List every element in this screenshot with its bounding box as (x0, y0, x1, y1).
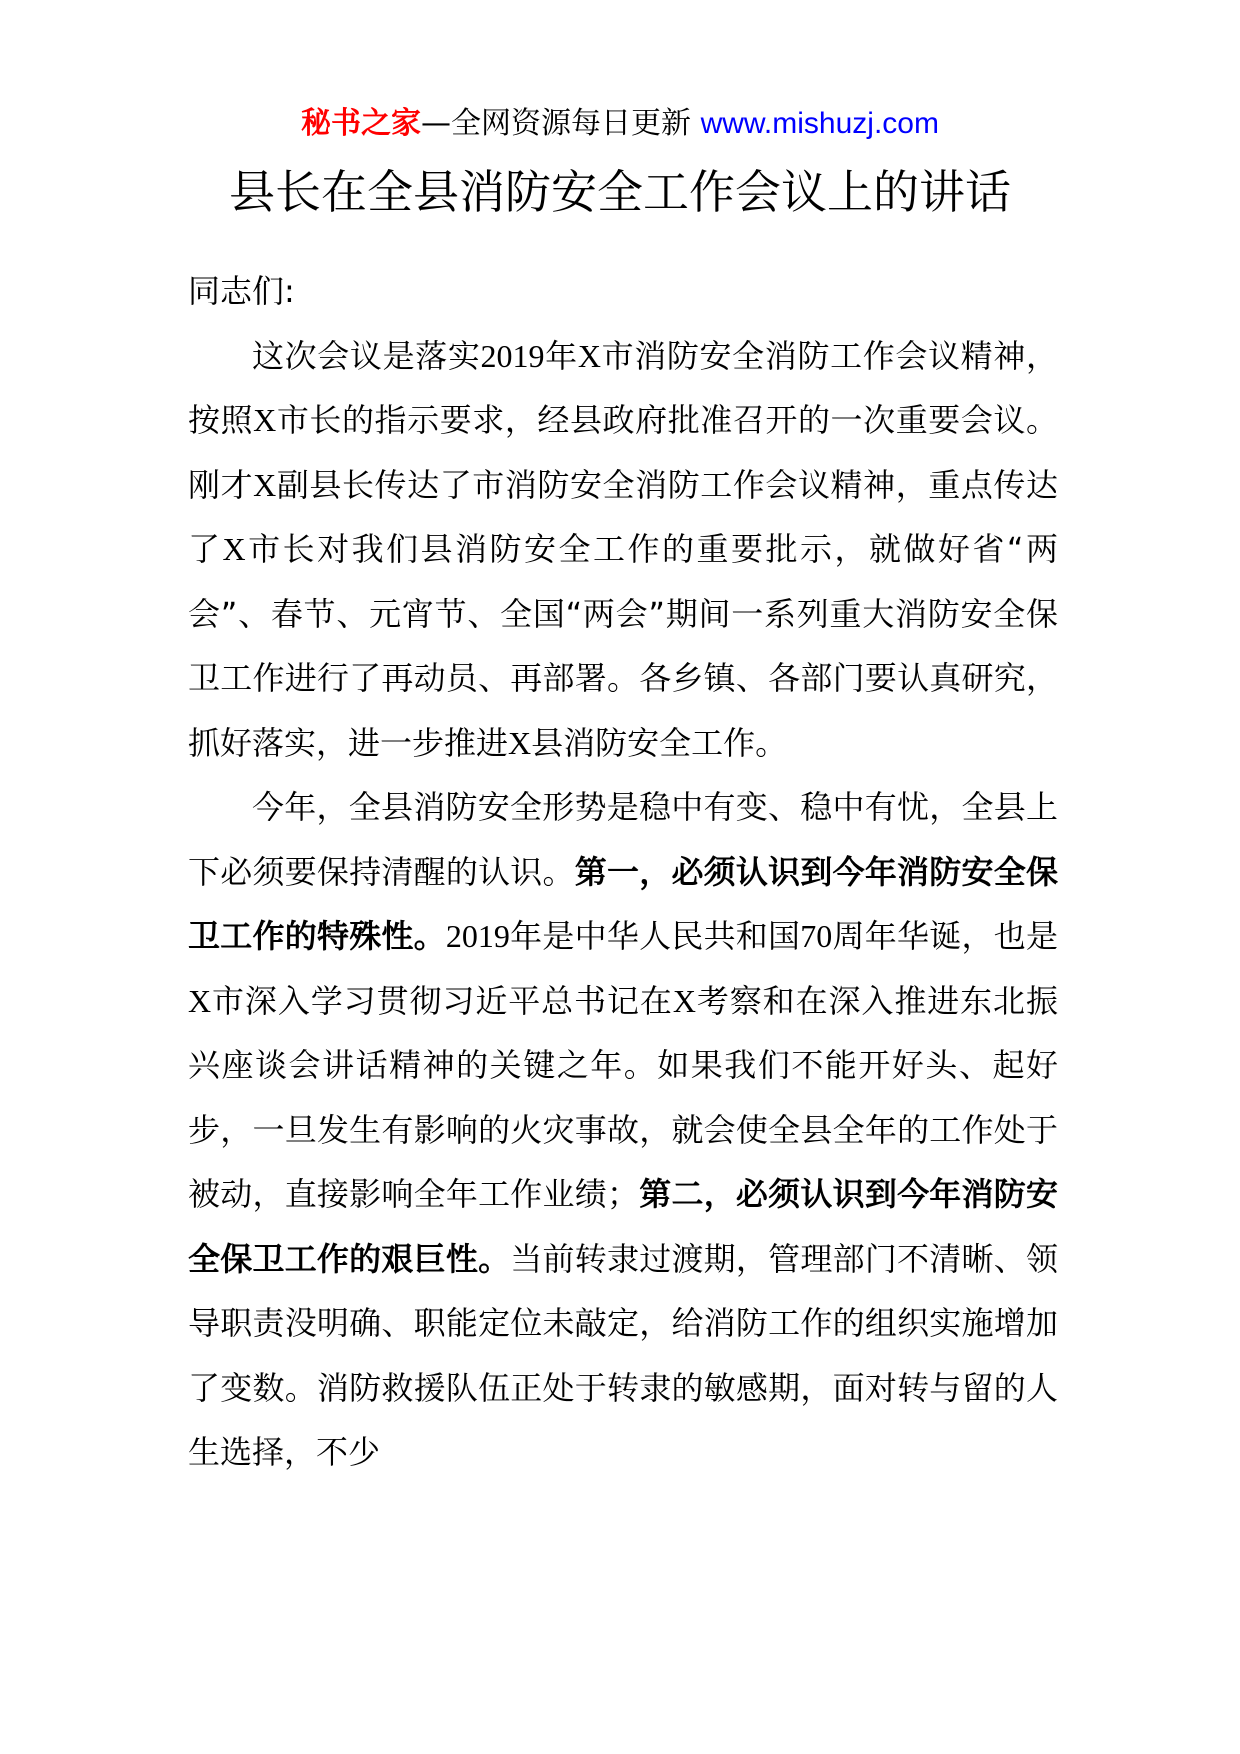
document-body (188, 259, 1058, 1485)
p1-year: 2019 (480, 337, 545, 374)
brand-name: 秘书之家 (301, 106, 422, 141)
salutation: 同志们: (188, 272, 295, 310)
p2-bold-point-1: 第一，必须认识到今年消防安全保卫工作的特殊性。 (188, 852, 1058, 955)
p1-placeholder-5: X (508, 724, 532, 761)
p1-text-4: 市长的指示要求，经县政府批准召开的一次重要会议。刚才 (188, 401, 1058, 504)
p2-bold-point-2: 第二，必须认识到今年消防安全保卫工作的艰巨性。 (188, 1175, 1058, 1278)
paragraph-2 (188, 775, 1058, 1485)
p1-text-6: 市长对我们县消防安全工作的重要批示，就做好省“两会”、春节、元宵节、全国“两会”期间一系列重大消防安全保卫工作进行了再动员、再部署。各乡镇、各部门要认真研究，抓好落实，进一步推进 (188, 530, 1058, 762)
header-tagline: —全网资源每日更新 (421, 106, 701, 141)
p1-placeholder-1: X (577, 337, 601, 374)
p1-text-2: 年 (544, 336, 578, 375)
p2-text-1: 今年，全县消防安全形势是稳中有变、稳中有忧，全县上下必须要保持清醒的认识。 (188, 788, 1058, 891)
p2-text-5: 考察和在深入推进东北振兴座谈会讲话精神的关键之年。如果我们不能开好头、起好步，一旦发生有影响的火灾事故，就会使全县全年的工作处于被动，直接影响全年工作业绩； (188, 981, 1058, 1213)
p1-placeholder-3: X (253, 466, 277, 503)
site-url-link[interactable]: www.mishuzj.com (700, 107, 939, 140)
paragraph-1 (188, 324, 1058, 776)
p2-placeholder-1: X (188, 982, 212, 1019)
p1-text-7: 县消防安全工作。 (531, 723, 788, 762)
p2-text-6: 当前转隶过渡期，管理部门不清晰、领导职责没明确、职能定位未敲定，给消防工作的组织实施增加了变数。消防救援队伍正处于转隶的敏感期，面对转与留的人生选择，不少 (188, 1239, 1058, 1471)
p1-text-1: 这次会议是落实 (252, 336, 481, 375)
p2-text-3: 周年华诞，也是 (832, 917, 1058, 955)
p1-text-5: 副县长传达了市消防安全消防工作会议精神，重点传达了 (188, 465, 1058, 568)
p2-placeholder-2: X (672, 982, 696, 1019)
p2-anniversary: 70 (800, 918, 833, 954)
p2-year: 2019 (445, 918, 510, 954)
p1-placeholder-4: X (222, 531, 246, 567)
site-header (0, 102, 1240, 146)
p2-text-4: 市深入学习贯彻习近平总书记在 (211, 981, 673, 1020)
p2-text-2: 年是中华人民共和国 (509, 917, 801, 955)
p1-text-3: 市消防安全消防工作会议精神，按照 (188, 336, 1058, 439)
document-title: 县长在全县消防安全工作会议上的讲话 (229, 165, 1011, 219)
p1-placeholder-2: X (253, 402, 277, 438)
